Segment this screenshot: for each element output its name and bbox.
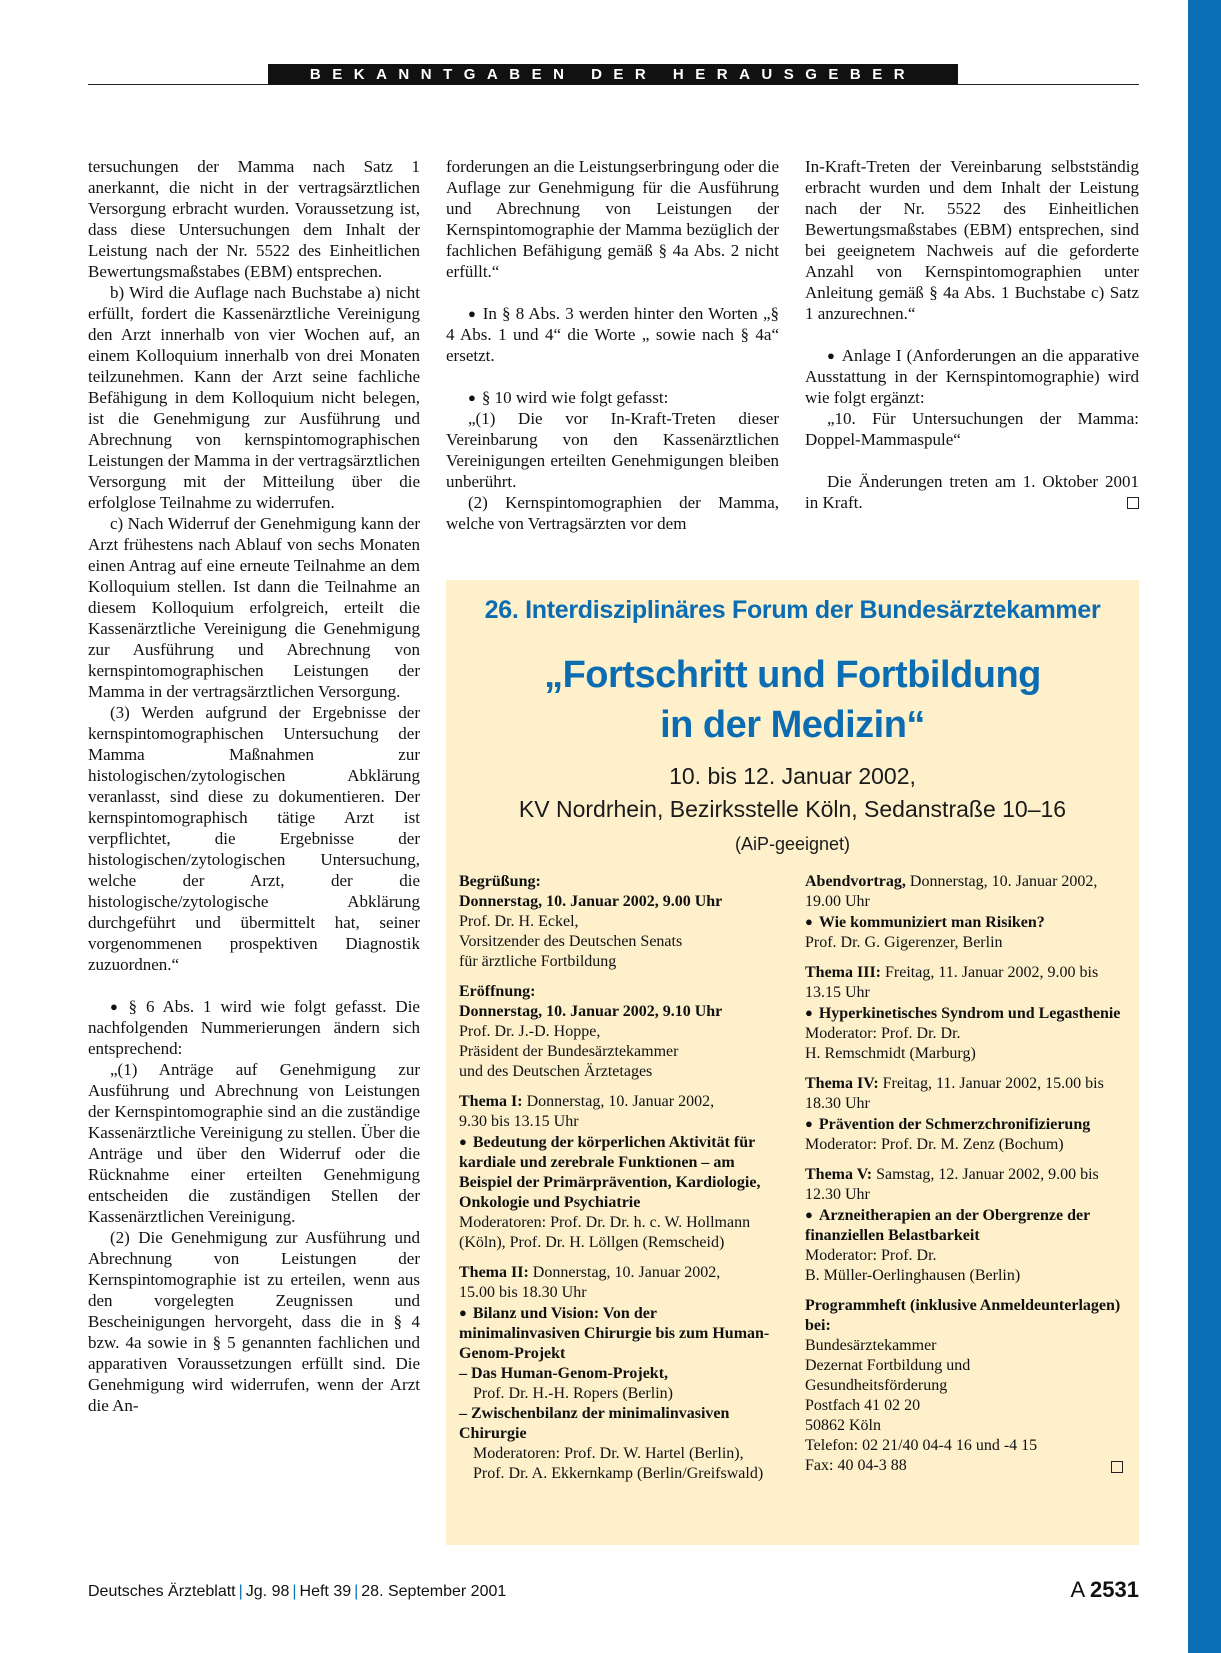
greeting-section: Begrüßung: Donnerstag, 10. Januar 2002, 9.00 Uhr Prof. Dr. H. Eckel, Vorsitzender des Deutschen Senats für ärztliche Fortbildung: [459, 873, 723, 970]
theme-4-section: Thema IV: Freitag, 11. Januar 2002, 15.00 bis 18.30 Uhr ● Prävention der Schmerzchronifizierung Moderator: Prof. Dr. M. Zenz (Bochum): [805, 1075, 1104, 1153]
paragraph: tersuchungen der Mamma nach Satz 1 anerkannt, die nicht in der vertragsärztlichen Versorgung erbracht wurden. Voraussetzung ist, dass diese Untersuchungen dem Inhalt der Leistung nach der Nr. 5522 des Einheitlichen Bewertungsmaßstabes (EBM) entsprechen.: [88, 157, 420, 281]
issue: Heft 39: [299, 1583, 352, 1600]
paragraph: forderungen an die Leistungserbringung oder die Auflage zur Genehmigung für die Ausführung und Abrechnung von Leistungen der Kernspintomographie der Mamma bezüglich der fachlichen Befähigung gemäß § 4a Abs. 2 nicht erfüllt.“: [446, 157, 779, 281]
paragraph: „(1) Die vor In-Kraft-Treten dieser Vereinbarung von den Kassenärztlichen Vereinigungen erteilten Genehmigungen bleiben unberührt.: [446, 409, 779, 491]
bullet-icon: ●: [468, 390, 476, 405]
journal-name: Deutsches Ärzteblatt: [88, 1583, 236, 1600]
paragraph: In-Kraft-Treten der Vereinbarung selbstständig erbracht wurden und dem Inhalt der Leistung nach der Nr. 5522 des Einheitlichen Bewertungsmaßstabes (EBM) entsprechen, sind bei geeignetem Nachweis auf die geforderte Anzahl von Kernspintomographien unter Anleitung gemäß § 4a Abs. 1 Buchstabe c) Satz 1 anzurechnen.“: [805, 157, 1139, 323]
text-column-3: [805, 156, 1139, 513]
paragraph: Die Änderungen treten am 1. Oktober 2001 in Kraft.: [805, 472, 1139, 512]
event-supertitle: 26. Interdisziplinäres Forum der Bundesärztekammer: [484, 596, 1101, 624]
end-mark-icon: [1127, 497, 1139, 509]
theme-2-section: Thema II: Donnerstag, 10. Januar 2002, 15.00 bis 18.30 Uhr ● Bilanz und Vision: Von der minimalinvasiven Chirurgie bis zum Human-Genom-Projekt – Das Human-Genom-Projekt, Prof. Dr. H.-H. Ropers (Berlin) – Zwischenbilanz der minimalinvasiven Chirurgie Moderatoren: Prof. Dr. W. Hartel (Berlin), Prof. Dr. A. Ekkernkamp (Berlin/Greifswald): [459, 1264, 770, 1482]
event-date-location: 10. bis 12. Januar 2002, KV Nordrhein, Bezirksstelle Köln, Sedanstraße 10–16: [518, 763, 1067, 822]
page-footer: Deutsches Ärzteblatt | Jg. 98 | Heft 39 | 28. September 2001 A 2531: [88, 1577, 1139, 1602]
text-column-1: [88, 156, 420, 1416]
bullet-icon: ●: [805, 1005, 813, 1020]
paragraph: c) Nach Widerruf der Genehmigung kann der Arzt frühestens nach Ablauf von sechs Monaten einen Antrag auf eine erneute Teilnahme an dem Kolloquium stellen. Ist dann die Teilnahme an diesem Kolloquium erfolgreich, erteilt die Kassenärztliche Vereinigung die Genehmigung zur Ausführung und Abrechnung von kernspintomographischen Leistungen der Mamma in der vertragsärztlichen Versorgung.: [88, 514, 420, 701]
bullet-icon: ●: [468, 306, 477, 321]
event-announcement-box: [446, 580, 1139, 1545]
theme-3-section: Thema III: Freitag, 11. Januar 2002, 9.00 bis 13.15 Uhr ● Hyperkinetisches Syndrom und Legasthenie Moderator: Prof. Dr. Dr. H. Remschmidt (Marburg): [805, 964, 1121, 1062]
bullet-paragraph: ● § 10 wird wie folgt gefasst:: [468, 388, 669, 407]
bullet-paragraph: ● § 6 Abs. 1 wird wie folgt gefasst. Die nachfolgenden Nummerierungen ändern sich entsprechend:: [88, 997, 420, 1058]
paragraph: „10. Für Untersuchungen der Mamma: Doppel-Mammaspule“: [805, 409, 1139, 449]
paragraph: b) Wird die Auflage nach Buchstabe a) nicht erfüllt, fordert die Kassenärztliche Vereinigung den Arzt innerhalb von vier Wochen auf, an einem Kolloquium innerhalb von drei Monaten teilzunehmen. Kann der Arzt seine fachliche Befähigung in dem Kolloquium nicht belegen, ist die Genehmigung zur Ausführung und Abrechnung von kernspintomographischen Leistungen der Mamma in der vertragsärztlichen Versorgung mit der Mitteilung über die erfolglose Teilnahme zu widerrufen.: [88, 283, 420, 512]
sidebar-accent-bar: [1188, 0, 1221, 1653]
theme-5-section: Thema V: Samstag, 12. Januar 2002, 9.00 bis 12.30 Uhr ● Arzneitherapien an der Obergrenze der finanziellen Belastbarkeit Moderator: Prof. Dr. B. Müller-Oerlinghausen (Berlin): [805, 1166, 1099, 1284]
paragraph: „(1) Anträge auf Genehmigung zur Ausführung und Abrechnung von Leistungen der Kernspintomographie sind an die zuständige Kassenärztliche Vereinigung zu stellen. Über die Anträge und über den Widerruf oder die Rücknahme einer erteilten Genehmigung entscheiden die zuständigen Stellen der Kassenärztlichen Vereinigung.: [88, 1060, 420, 1226]
opening-section: Eröffnung: Donnerstag, 10. Januar 2002, 9.10 Uhr Prof. Dr. J.-D. Hoppe, Präsident der Bundesärztekammer und des Deutschen Ärztetages: [459, 983, 723, 1080]
theme-1-section: Thema I: Donnerstag, 10. Januar 2002, 9.30 bis 13.15 Uhr ● Bedeutung der körperlichen Aktivität für kardiale und zerebrale Funktionen – am Beispiel der Primärprävention, Kardiologie, Onkologie und Psychiatrie Moderatoren: Prof. Dr. Dr. h. c. W. Hollmann (Köln), Prof. Dr. H. Löllgen (Remscheid): [459, 1093, 761, 1251]
bullet-icon: ●: [805, 1207, 813, 1222]
bullet-icon: ●: [827, 348, 836, 363]
bullet-icon: ●: [805, 1116, 813, 1131]
bullet-paragraph: ● Anlage I (Anforderungen an die apparative Ausstattung in der Kernspintomographie) wird wie folgt ergänzt:: [805, 346, 1139, 407]
page-number: A 2531: [1070, 1577, 1139, 1602]
contact-section: Programmheft (inklusive Anmeldeunterlagen) bei: Bundesärztekammer Dezernat Fortbildung und Gesundheitsförderung Postfach 41 02 20 50862 Köln Telefon: 02 21/40 04-4 16 und -4 15 Fax: 40 04-3 88: [805, 1296, 1123, 1476]
paragraph: (2) Kernspintomographien der Mamma, welche von Vertragsärzten vor dem: [446, 493, 779, 533]
issue-date: 28. September 2001: [361, 1583, 507, 1600]
program-right-column: [805, 872, 1123, 1476]
program-left-column: [459, 872, 777, 1494]
end-mark-icon: [1111, 1461, 1123, 1473]
bullet-icon: ●: [459, 1134, 467, 1149]
volume: Jg. 98: [245, 1583, 290, 1600]
bullet-icon: ●: [110, 999, 123, 1014]
section-header: BEKANNTGABEN DER HERAUSGEBER: [268, 64, 958, 85]
paragraph: (2) Die Genehmigung zur Ausführung und Abrechnung von Leistungen der Kernspintomographie ist zu erteilen, wenn aus den vorgelegten Zeugnissen und Bescheinigungen hervorgeht, dass die in § 4 bzw. 4a sowie in § 5 genannten fachlichen und apparativen Voraussetzungen erfüllt sind. Die Genehmigung wird widerrufen, wenn der Arzt die An-: [88, 1228, 420, 1415]
bullet-paragraph: ● In § 8 Abs. 3 werden hinter den Worten „§ 4 Abs. 1 und 4“ die Worte „ sowie nach § 4a“ ersetzt.: [446, 304, 779, 365]
event-title: „Fortschritt und Fortbildung in der Medizin“: [544, 654, 1041, 746]
bullet-icon: ●: [805, 914, 813, 929]
paragraph: (3) Werden aufgrund der Ergebnisse der kernspintomographischen Untersuchung der Mamma Maßnahmen zur histologischen/zytologischen Abklärung veranlasst, sind diese zu dokumentieren. Der kernspintomographisch tätige Arzt ist verpflichtet, die Ergebnisse der histologischen/zytologischen Untersuchung, welche der Arzt, der die histologische/zytologische Abklärung durchgeführt und übermittelt hat, seiner vorgenommenen prospektiven Diagnostik zuzuordnen.“: [88, 703, 420, 974]
event-aip-note: (AiP-geeignet): [734, 834, 851, 854]
text-column-2: [446, 156, 779, 534]
bullet-icon: ●: [459, 1305, 467, 1320]
evening-lecture-section: Abendvortrag, Donnerstag, 10. Januar 2002, 19.00 Uhr ● Wie kommuniziert man Risiken? Prof. Dr. G. Gigerenzer, Berlin: [805, 873, 1098, 951]
